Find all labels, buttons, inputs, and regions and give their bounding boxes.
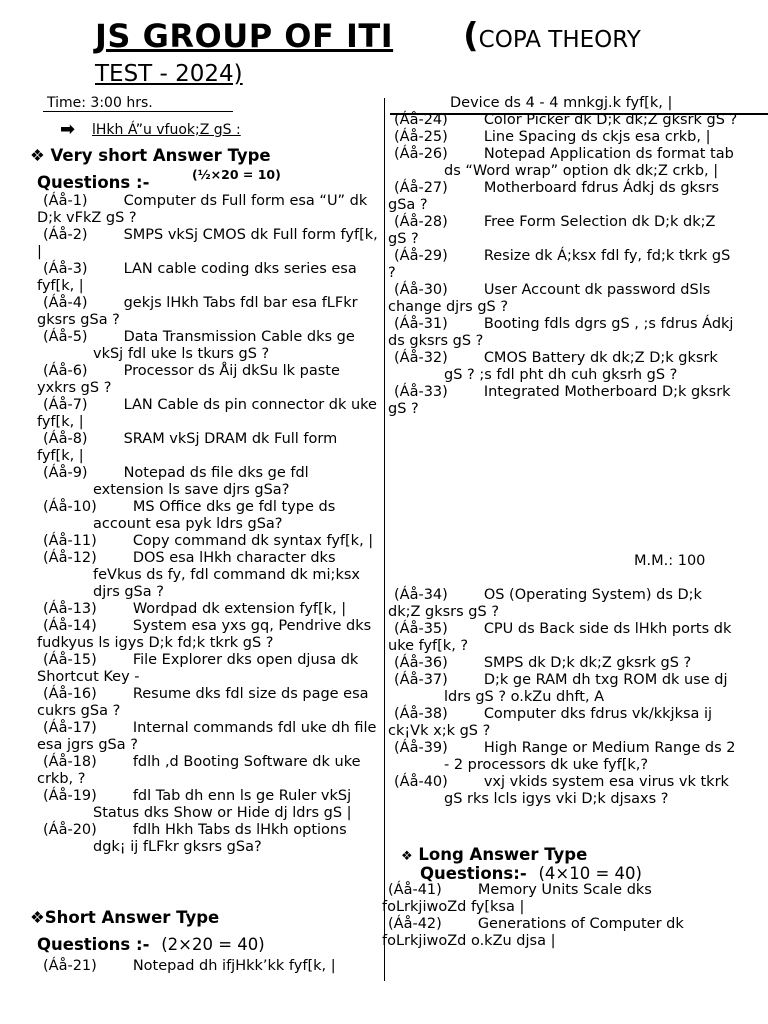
list-item bbox=[388, 180, 738, 214]
instruction-line bbox=[60, 121, 241, 139]
question-number: (Áå-8) bbox=[43, 431, 88, 447]
section-title-line2: Questions:- bbox=[420, 864, 527, 883]
list-item bbox=[37, 601, 379, 618]
list-item bbox=[388, 248, 738, 282]
question-text: Internal commands fdl uke dh file esa jgrs gSa ? bbox=[37, 720, 377, 753]
question-number: (Áå-18) bbox=[43, 754, 97, 770]
question-number: (Áå-42) bbox=[388, 916, 442, 932]
question-number: (Áå-29) bbox=[394, 248, 448, 264]
question-number: (Áå-21) bbox=[43, 958, 97, 974]
question-text: SMPS vkSj CMOS dk Full form fyf[k, | bbox=[37, 227, 378, 260]
question-number: (Áå-38) bbox=[394, 706, 448, 722]
question-text: High Range or Medium Range ds 2 - 2 processors dk uke fyf[k,? bbox=[444, 740, 736, 773]
question-text: CMOS Battery dk dk;Z D;k gksrk gS ? ;s fdl pht dh cuh gksrh gS ? bbox=[444, 350, 718, 383]
list-item bbox=[388, 774, 738, 808]
question-number: (Áå-3) bbox=[43, 261, 88, 277]
question-number: (Áå-40) bbox=[394, 774, 448, 790]
question-text: Booting fdls dgrs gS , ;s fdrus Ádkj ds gksrs gS ? bbox=[388, 316, 734, 349]
question-text: vxj vkids system esa virus vk tkrk gS rks lcls igys vki D;k djsaxs ? bbox=[444, 774, 729, 807]
section-heading-very-short-line2: Questions :- bbox=[37, 173, 150, 192]
question-text: LAN cable coding dks series esa fyf[k, | bbox=[37, 261, 357, 294]
column-divider bbox=[384, 98, 385, 981]
right-question-list bbox=[388, 95, 738, 418]
list-item bbox=[37, 499, 379, 533]
long-question-list bbox=[382, 882, 738, 950]
question-text: Computer ds Full form esa “U” dk D;k vFkZ gS ? bbox=[37, 193, 368, 226]
question-text: Color Picker dk D;k dk;Z gksrk gS ? bbox=[483, 112, 738, 128]
list-item bbox=[37, 788, 379, 822]
section-title: Very short Answer Type bbox=[50, 146, 271, 165]
question-number: (Áå-31) bbox=[394, 316, 448, 332]
header-title bbox=[95, 16, 641, 56]
question-text: Generations of Computer dk foLrkjiwoZd o.kZu djsa | bbox=[382, 916, 684, 949]
question-number: (Áå-35) bbox=[394, 621, 448, 637]
question-number: (Áå-24) bbox=[394, 112, 448, 128]
question-text: CPU ds Back side ds lHkh ports dk uke fyf[k, ? bbox=[388, 621, 732, 654]
list-item bbox=[37, 295, 379, 329]
question-number: (Áå-25) bbox=[394, 129, 448, 145]
question-text: LAN Cable ds pin connector dk uke fyf[k, | bbox=[37, 397, 377, 430]
list-item bbox=[37, 618, 379, 652]
title-paren: ( bbox=[463, 16, 479, 56]
title-subject: COPA THEORY bbox=[478, 27, 641, 53]
question-number: (Áå-34) bbox=[394, 587, 448, 603]
question-number: (Áå-7) bbox=[43, 397, 88, 413]
section-heading-short bbox=[30, 908, 219, 928]
question-text: Device ds 4 - 4 mnkgj.k fyf[k, | bbox=[450, 95, 673, 111]
list-item bbox=[37, 958, 377, 975]
question-text: Resize dk Á;ksx fdl fy, fd;k tkrk gS ? bbox=[388, 248, 731, 281]
question-number: (Áå-41) bbox=[388, 882, 442, 898]
section-heading-long-line2 bbox=[420, 864, 642, 884]
question-number: (Áå-13) bbox=[43, 601, 97, 617]
question-text: Computer dks fdrus vk/kkjksa ij ck¡Vk x;k gS ? bbox=[388, 706, 713, 739]
question-number: (Áå-9) bbox=[43, 465, 88, 481]
question-text: Wordpad dk extension fyf[k, | bbox=[132, 601, 347, 617]
diamond-bullet-icon: ❖ bbox=[401, 849, 413, 864]
list-item bbox=[37, 465, 379, 499]
question-text: fdl Tab dh enn ls ge Ruler vkSj Status dks Show or Hide dj ldrs gS | bbox=[93, 788, 352, 821]
list-item bbox=[388, 129, 738, 146]
question-number: (Áå-14) bbox=[43, 618, 97, 634]
question-text: gekjs lHkh Tabs fdl bar esa fLFkr gksrs gSa ? bbox=[37, 295, 358, 328]
question-text: Copy command dk syntax fyf[k, | bbox=[132, 533, 374, 549]
question-text: Processor ds Åij dkSu lk paste yxkrs gS ? bbox=[37, 363, 340, 396]
list-item bbox=[388, 587, 738, 621]
list-item bbox=[388, 316, 738, 350]
question-number: (Áå-30) bbox=[394, 282, 448, 298]
right-question-list-2 bbox=[388, 587, 738, 808]
list-item bbox=[37, 754, 379, 788]
question-text: fdlh ,d Booting Software dk uke crkb, ? bbox=[37, 754, 361, 787]
section-heading-short-line2 bbox=[37, 935, 265, 955]
question-number: (Áå-26) bbox=[394, 146, 448, 162]
section-marks-very-short: (½×20 = 10) bbox=[192, 167, 281, 182]
diamond-bullet-icon: ❖ bbox=[30, 146, 45, 165]
question-number: (Áå-36) bbox=[394, 655, 448, 671]
question-number: (Áå-11) bbox=[43, 533, 97, 549]
list-item bbox=[388, 350, 738, 384]
section-title-line2: Questions :- bbox=[37, 935, 150, 954]
time-rule bbox=[43, 111, 233, 112]
list-item bbox=[388, 384, 738, 418]
list-item bbox=[388, 706, 738, 740]
diamond-bullet-icon: ❖ bbox=[30, 908, 45, 927]
list-item bbox=[388, 95, 738, 112]
list-item bbox=[37, 720, 379, 754]
list-item bbox=[388, 655, 738, 672]
question-text: Notepad Application ds format tab ds “Word wrap” option dk dk;Z crkb, | bbox=[444, 146, 734, 179]
question-number: (Áå-2) bbox=[43, 227, 88, 243]
list-item bbox=[37, 397, 379, 431]
section-marks-short: (2×20 = 40) bbox=[161, 935, 265, 954]
question-text: SMPS dk D;k dk;Z gksrk gS ? bbox=[483, 655, 692, 671]
list-item bbox=[37, 652, 379, 686]
list-item bbox=[382, 916, 738, 950]
question-text: SRAM vkSj DRAM dk Full form fyf[k, | bbox=[37, 431, 338, 464]
question-text: MS Office dks ge fdl type ds account esa pyk ldrs gSa? bbox=[93, 499, 336, 532]
list-item bbox=[37, 822, 379, 856]
question-number: (Áå-12) bbox=[43, 550, 97, 566]
section-marks-long: (4×10 = 40) bbox=[538, 864, 642, 883]
question-text: OS (Operating System) ds D;k dk;Z gksrs gS ? bbox=[388, 587, 702, 620]
list-item bbox=[388, 146, 738, 180]
list-item bbox=[37, 227, 379, 261]
page-title: JS GROUP OF ITI bbox=[95, 17, 394, 55]
list-item bbox=[388, 621, 738, 655]
section-heading-very-short bbox=[30, 146, 271, 166]
question-number: (Áå-39) bbox=[394, 740, 448, 756]
question-number: (Áå-32) bbox=[394, 350, 448, 366]
question-text: DOS esa lHkh character dks feVkus ds fy, fdl command dk mi;ksx djrs gSa ? bbox=[93, 550, 360, 600]
question-number: (Áå-17) bbox=[43, 720, 97, 736]
list-item bbox=[37, 193, 379, 227]
question-text: Motherboard fdrus Ádkj ds gksrs gSa ? bbox=[388, 180, 719, 213]
list-item bbox=[388, 112, 738, 129]
question-number: (Áå-6) bbox=[43, 363, 88, 379]
question-text: Data Transmission Cable dks ge vkSj fdl uke ls tkurs gS ? bbox=[93, 329, 355, 362]
question-text: Free Form Selection dk D;k dk;Z gS ? bbox=[388, 214, 716, 247]
list-item bbox=[37, 550, 379, 601]
list-item bbox=[37, 261, 379, 295]
question-text: Memory Units Scale dks foLrkjiwoZd fy[ksa | bbox=[382, 882, 652, 915]
question-text: Resume dks fdl size ds page esa cukrs gSa ? bbox=[37, 686, 369, 719]
max-marks: M.M.: 100 bbox=[634, 553, 706, 569]
question-number: (Áå-1) bbox=[43, 193, 88, 209]
question-text: File Explorer dks open djusa dk Shortcut Key - bbox=[37, 652, 359, 685]
question-number: (Áå-37) bbox=[394, 672, 448, 688]
section-title: Short Answer Type bbox=[44, 908, 220, 927]
list-item bbox=[382, 882, 738, 916]
question-text: System esa yxs gq, Pendrive dks fudkyus ls igys D;k fd;k tkrk gS ? bbox=[37, 618, 372, 651]
list-item bbox=[388, 282, 738, 316]
instruction-text: lHkh Á”u vfuok;Z gS : bbox=[92, 122, 241, 138]
list-item bbox=[388, 214, 738, 248]
list-item bbox=[37, 363, 379, 397]
question-text: User Account dk password dSls change djrs gS ? bbox=[388, 282, 711, 315]
title-test-year: TEST - 2024) bbox=[95, 61, 243, 87]
list-item bbox=[388, 672, 738, 706]
list-item bbox=[37, 533, 379, 550]
list-item bbox=[388, 740, 738, 774]
question-text: D;k ge RAM dh txg ROM dk use dj ldrs gS ? o.kZu dhft, A bbox=[444, 672, 728, 705]
question-text: Notepad ds file dks ge fdl extension ls save djrs gSa? bbox=[93, 465, 309, 498]
question-text: Line Spacing ds ckjs esa crkb, | bbox=[483, 129, 711, 145]
list-item bbox=[37, 431, 379, 465]
question-number: (Áå-19) bbox=[43, 788, 97, 804]
question-text: Notepad dh ifjHkk’kk fyf[k, | bbox=[132, 958, 336, 974]
left-question-list bbox=[37, 193, 379, 856]
question-number: (Áå-33) bbox=[394, 384, 448, 400]
list-item bbox=[37, 329, 379, 363]
question-text: Integrated Motherboard D;k gksrk gS ? bbox=[388, 384, 731, 417]
question-number: (Áå-28) bbox=[394, 214, 448, 230]
question-number: (Áå-15) bbox=[43, 652, 97, 668]
question-number: (Áå-16) bbox=[43, 686, 97, 702]
section-title: Long Answer Type bbox=[418, 845, 588, 864]
question-number: (Áå-10) bbox=[43, 499, 97, 515]
question-number: (Áå-20) bbox=[43, 822, 97, 838]
time-label: Time: 3:00 hrs. bbox=[47, 95, 153, 111]
arrow-right-icon: ➡ bbox=[60, 119, 76, 140]
question-text: fdlh Hkh Tabs ds lHkh options dgk¡ ij fLFkr gksrs gSa? bbox=[93, 822, 347, 855]
list-item bbox=[37, 686, 379, 720]
question-number: (Áå-27) bbox=[394, 180, 448, 196]
question-number: (Áå-4) bbox=[43, 295, 88, 311]
question-number: (Áå-5) bbox=[43, 329, 88, 345]
